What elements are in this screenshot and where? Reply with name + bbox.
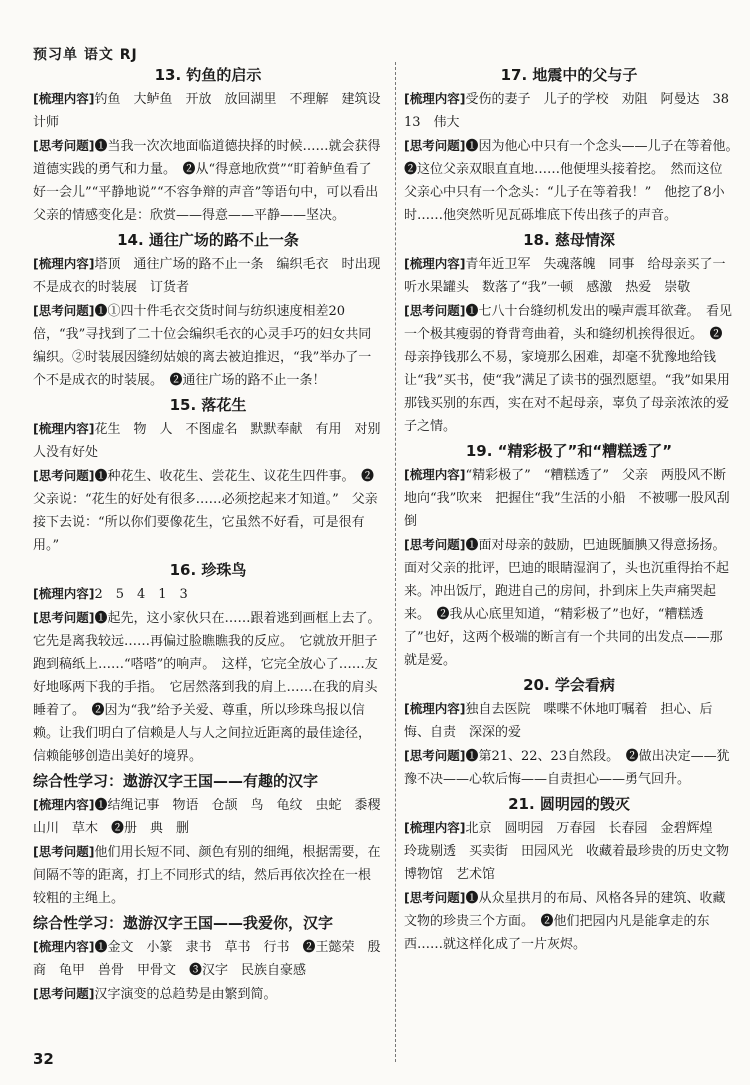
block-tag: [梳理内容] [33,421,95,436]
block-text: ❶从众星拱月的布局、风格各异的建筑、收藏文物的珍贵三个方面。 ❷他们把园内凡是能拿走的东西……就这样化成了一片灰烬。 [404,891,726,952]
section-block [404,744,734,791]
block-tag: [梳理内容] [33,939,95,954]
block-tag: [思考问题] [33,303,95,318]
section-block [404,463,734,533]
section-block [33,935,383,982]
block-text: ❶七八十台缝纫机发出的噪声震耳欲聋。 看见一个极其瘦弱的脊背弯曲着，头和缝纫机挨得很近。 ❷母亲挣钱那么不易，家境那么困难，却毫不犹豫地给钱让“我”买书，使“我”满足了读书的强烈愿望。“我”如果用那钱买别的东西，实在对不起母亲，辜负了母亲浓浓的爱子之情。 [404,304,732,434]
section-block [404,252,734,299]
block-tag: [梳理内容] [404,467,466,482]
block-text: 花生 物 人 不图虚名 默默奉献 有用 对别人没有好处 [33,422,381,460]
section-title: 18. 慈母情深 [523,231,615,249]
block-tag: [思考问题] [33,610,95,625]
block-tag: [梳理内容] [404,701,466,716]
section-block [33,252,394,299]
section-block [404,87,742,134]
left-column [33,62,394,1006]
block-tag: [梳理内容] [33,91,95,106]
section-title: 综合性学习：遨游汉字王国——我爱你，汉字 [33,914,334,932]
section-block [404,134,745,227]
block-text: 受伤的妻子 儿子的学校 劝阻 阿曼达 38 13 伟大 [404,92,742,130]
block-text: 塔顶 通往广场的路不止一条 编织毛衣 时出现 不是成衣的时装展 订货者 [33,257,394,295]
section-title: 13. 钓鱼的启示 [154,66,262,84]
block-text: ❶当我一次次地面临道德抉择的时候……就会获得道德实践的勇气和力量。 ❷从“得意地欣赏”“盯着鲈鱼看了好一会儿”“平静地说”“不容争辩的声音”等语句中，可以看出父亲的情感变化是：欣赏——得意——平静——坚决。 [33,139,381,223]
block-text: 钓鱼 大鲈鱼 开放 放回湖里 不理解 建筑设计师 [33,92,381,130]
section-title: 综合性学习：遨游汉字王国——有趣的汉字 [33,772,319,790]
section-block [33,606,387,768]
section-block [404,816,743,886]
section-block [33,840,383,910]
block-tag: [思考问题] [404,138,466,153]
section-block [404,886,734,956]
block-text: ❶①四十件毛衣交货时间与纺织速度相差20倍，“我”寻找到了二十位会编织毛衣的心灵手巧的妇女共同编织。②时装展因缝纫姑娘的离去被迫推迟，“我”举办了一个不是成衣的时装展。 ❷通往广场的路不止一条！ [33,304,372,388]
page-header: 预习单 语文 RJ [33,47,138,63]
section-block [404,299,734,438]
block-text: “精彩极了” “糟糕透了” 父亲 两股风不断地向“我”吹来 把握住“我”生活的小船 不被哪一股风刮倒 [404,468,730,529]
block-tag: [梳理内容] [404,256,466,271]
block-tag: [思考问题] [33,138,95,153]
section-title: 14. 通往广场的路不止一条 [117,231,299,249]
section-block [33,982,383,1006]
block-text: ❶面对母亲的鼓励，巴迪既腼腆又得意扬扬。面对父亲的批评，巴迪的眼睛湿润了，头也沉重得抬不起来。冲出饭厅，跑进自己的房间，扑到床上失声痛哭起来。 ❷我从心底里知道，“精彩极了”也好，“糟糕透了”也好，这两个极端的断言有一个共同的出发点——那就是爱。 [404,538,730,668]
page-number: 32 [33,1050,54,1068]
section-block [33,417,383,464]
block-text: 2 5 4 1 3 [94,587,188,602]
block-tag: [梳理内容] [404,820,466,835]
section-block [33,87,383,134]
right-column [404,62,745,956]
block-tag: [梳理内容] [404,91,466,106]
section-block [33,299,383,392]
section-title: 15. 落花生 [169,396,247,414]
block-tag: [思考问题] [404,890,466,905]
block-text: 独自去医院 喋喋不休地叮嘱着 担心、后悔、自责 深深的爱 [404,702,713,740]
section-block [404,697,734,744]
block-text: 青年近卫军 失魂落魄 同事 给母亲买了一听水果罐头 数落了“我”一顿 感激 热爱 崇敬 [404,257,726,295]
block-text: ❶金文 小篆 隶书 草书 行书 ❷王懿荣 殷商 龟甲 兽骨 甲骨文 ❸汉字 民族自豪感 [33,940,381,978]
section-block [33,134,383,227]
block-tag: [梳理内容] [33,586,95,601]
block-text: 北京 圆明园 万春园 长春园 金碧辉煌 玲珑剔透 买卖街 田园风光 收藏着最珍贵的历史文物 博物馆 艺术馆 [404,821,743,882]
column-divider [395,62,396,1062]
block-tag: [思考问题] [404,537,466,552]
section-title: 16. 珍珠鸟 [169,561,247,579]
section-title: 21. 圆明园的毁灭 [508,795,630,813]
block-tag: [思考问题] [404,748,466,763]
section-block [33,793,394,840]
block-tag: [思考问题] [33,468,95,483]
block-text: 他们用长短不同、颜色有别的细绳，根据需要，在间隔不等的距离，打上不同形式的结，然后再依次拴在一根较粗的主绳上。 [33,845,381,906]
block-text: ❶因为他心中只有一个念头——儿子在等着他。 ❷这位父亲双眼直直地……他便埋头接着挖。 然而这位父亲心中只有一个念头：“儿子在等着我！” 他挖了8小时……他突然听见瓦砾堆底下传出孩子的声音。 [404,139,745,223]
block-text: ❶结绳记事 物语 仓颉 鸟 龟纹 虫蛇 黍稷 山川 草木 ❷册 典 删 [33,798,394,836]
section-block [33,464,383,557]
section-title: 20. 学会看病 [523,676,615,694]
block-tag: [梳理内容] [33,797,95,812]
block-tag: [梳理内容] [33,256,95,271]
block-tag: [思考问题] [33,986,95,1001]
block-text: 汉字演变的总趋势是由繁到简。 [94,987,277,1002]
section-title: 17. 地震中的父与子 [500,66,638,84]
block-text: ❶第21、22、23自然段。 ❷做出决定——犹豫不决——心软后悔——自责担心——勇气回升。 [404,749,730,787]
block-text: ❶起先，这小家伙只在……跟着逃到画框上去了。 它先是离我较远……再偏过脸瞧瞧我的反应。 它就放开胆子跑到稿纸上……“嗒嗒”的响声。 这样，它完全放心了……友好地啄两下我的手指。 它居然落到我的肩上……在我的肩头睡着了。 ❷因为“我”给予关爱、尊重，所以珍珠鸟报以信赖。让我们明白了信赖是人与人之间拉近距离的最佳途径，信赖能够创造出美好的境界。 [33,611,387,764]
block-tag: [思考问题] [33,844,95,859]
section-title: 19. “精彩极了”和“糟糕透了” [465,442,673,460]
block-text: ❶种花生、收花生、尝花生、议花生四件事。 ❷父亲说：“花生的好处有很多……必须挖起来才知道。” 父亲接下去说：“所以你们要像花生，它虽然不好看，可是很有用。” [33,469,378,553]
block-tag: [思考问题] [404,303,466,318]
section-block [404,533,734,672]
section-block [33,582,383,606]
